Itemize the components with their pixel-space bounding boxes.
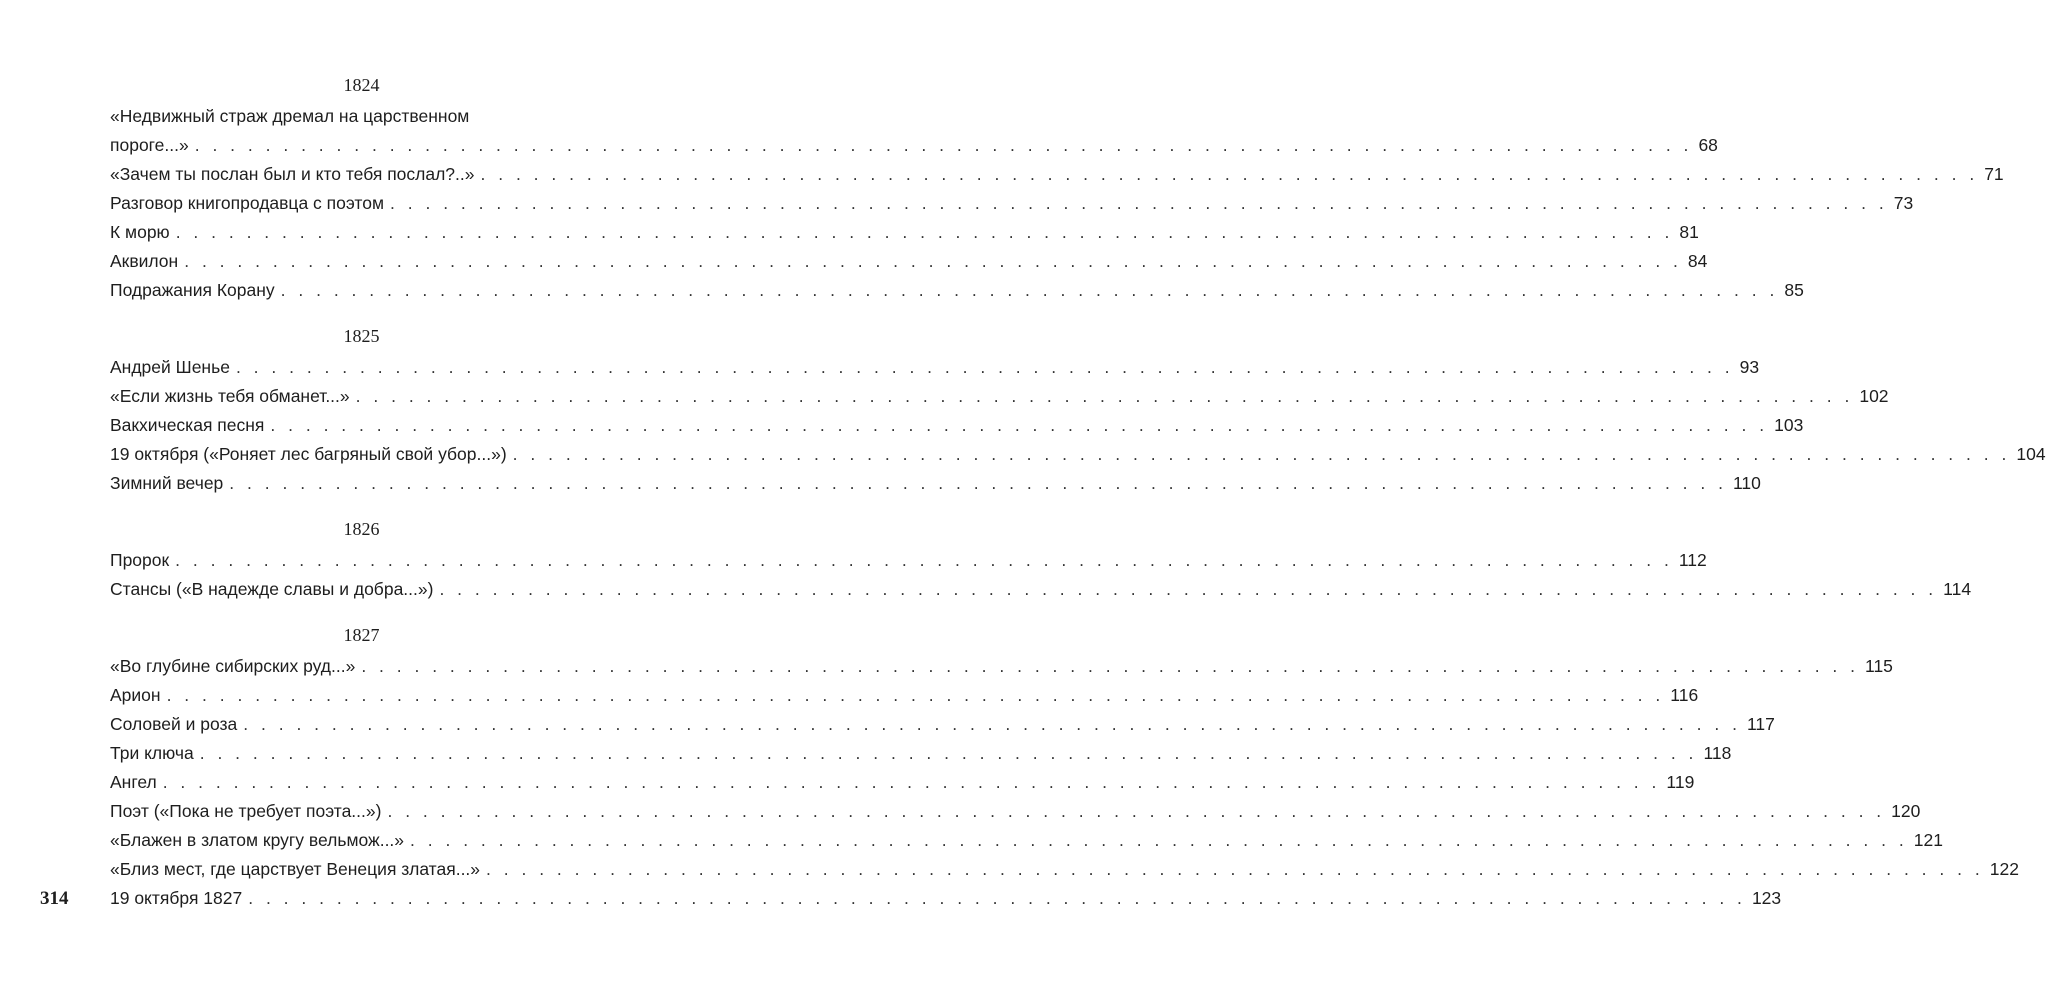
- toc-entry-row: [110, 189, 1914, 218]
- toc-entry-row: [110, 797, 1921, 826]
- toc-entry-title: Три ключа: [110, 743, 194, 763]
- toc-entry-title: Поэт («Пока не требует поэта...»): [110, 801, 382, 821]
- table-of-contents: [110, 72, 2046, 913]
- toc-entry-title: Подражания Корану: [110, 280, 275, 300]
- toc-entry: [110, 276, 1804, 305]
- toc-entry: [110, 575, 1972, 604]
- toc-entry-title: Зимний вечер: [110, 473, 224, 493]
- toc-entry-page: 104: [2016, 444, 2046, 464]
- toc-entry-row: [110, 276, 1804, 305]
- toc-entry-row: [110, 440, 2046, 469]
- toc-entry: [110, 710, 1775, 739]
- dot-leader: . . . . . . . . . . . . . . . . . . . . . . . . . . . . . . . . . . . . . . . . . . . . . . . . . . . . . . . . . . . . . . . . . . . . . . . . . . . . . . . . . . . . .: [512, 444, 2011, 464]
- toc-entry: [110, 411, 1804, 440]
- dot-leader: . . . . . . . . . . . . . . . . . . . . . . . . . . . . . . . . . . . . . . . . . . . . . . . . . . . . . . . . . . . . . . . . . . . . . . . . . . . . . . . . . . . . .: [355, 386, 1854, 406]
- toc-entry: [110, 652, 1893, 681]
- dot-leader: . . . . . . . . . . . . . . . . . . . . . . . . . . . . . . . . . . . . . . . . . . . . . . . . . . . . . . . . . . . . . . . . . . . . . . . . . . . . . . . . . . . . .: [439, 579, 1938, 599]
- section-year: 1824: [343, 75, 380, 95]
- toc-entry: [110, 546, 1707, 575]
- toc-entry-page: 71: [1984, 164, 2004, 184]
- section-year: 1827: [343, 625, 380, 645]
- dot-leader: . . . . . . . . . . . . . . . . . . . . . . . . . . . . . . . . . . . . . . . . . . . . . . . . . . . . . . . . . . . . . . . . . . . . . . . . . . . . . . . . . . . . .: [248, 888, 1746, 908]
- toc-entry-page: 118: [1703, 743, 1732, 763]
- dot-leader: . . . . . . . . . . . . . . . . . . . . . . . . . . . . . . . . . . . . . . . . . . . . . . . . . . . . . . . . . . . . . . . . . . . . . . . . . . . . . . . . . . . . .: [243, 714, 1741, 734]
- toc-entry-title: «Блажен в златом кругу вельмож...»: [110, 830, 405, 850]
- section-year: 1826: [343, 519, 380, 539]
- toc-entry-page: 123: [1751, 888, 1782, 908]
- toc-entry-row: [110, 160, 2004, 189]
- dot-leader: . . . . . . . . . . . . . . . . . . . . . . . . . . . . . . . . . . . . . . . . . . . . . . . . . . . . . . . . . . . . . . . . . . . . . . . . . . . . . . . . . . . . .: [184, 251, 1682, 271]
- toc-entry: [110, 218, 1699, 247]
- toc-entry-title: «Зачем ты послан был и кто тебя послал?..»: [110, 164, 475, 184]
- toc-entry-page: 121: [1913, 830, 1943, 850]
- toc-entry: [110, 382, 1889, 411]
- toc-entry-row: [110, 131, 1718, 160]
- toc-entry-title: 19 октября 1827: [110, 888, 243, 908]
- dot-leader: . . . . . . . . . . . . . . . . . . . . . . . . . . . . . . . . . . . . . . . . . . . . . . . . . . . . . . . . . . . . . . . . . . . . . . . . . . . . . . . . . . . . .: [390, 193, 1888, 213]
- toc-entry-row: [110, 469, 1761, 498]
- dot-leader: . . . . . . . . . . . . . . . . . . . . . . . . . . . . . . . . . . . . . . . . . . . . . . . . . . . . . . . . . . . . . . . . . . . . . . . . . . . . . . . . . . . . .: [175, 550, 1673, 570]
- toc-entry-page: 112: [1678, 550, 1707, 570]
- toc-entry: [110, 681, 1699, 710]
- toc-entry-title: Стансы («В надежде славы и добра...»): [110, 579, 434, 599]
- toc-entry-row: [110, 768, 1695, 797]
- toc-entry-row: [110, 652, 1893, 681]
- dot-leader: . . . . . . . . . . . . . . . . . . . . . . . . . . . . . . . . . . . . . . . . . . . . . . . . . . . . . . . . . . . . . . . . . . . . . . . . . . . . . . . . . . . . .: [280, 280, 1779, 300]
- toc-entry: [110, 247, 1708, 276]
- toc-entry: [110, 884, 1782, 913]
- toc-entry-page: 93: [1739, 357, 1760, 377]
- toc-entry: [110, 768, 1695, 797]
- toc-entry-page: 84: [1687, 251, 1708, 271]
- toc-entry-page: 68: [1698, 135, 1718, 155]
- toc-entry-page: 120: [1891, 801, 1921, 821]
- toc-entry-title: Аквилон: [110, 251, 179, 271]
- toc-entry: [110, 189, 1914, 218]
- toc-entry-row: [110, 575, 1972, 604]
- toc-entry-title-line: «Недвижный страж дремал на царственном: [110, 106, 470, 126]
- toc-entry-row: [110, 710, 1775, 739]
- toc-entry-title: пороге...»: [110, 135, 189, 155]
- dot-leader: . . . . . . . . . . . . . . . . . . . . . . . . . . . . . . . . . . . . . . . . . . . . . . . . . . . . . . . . . . . . . . . . . . . . . . . . . . . . . . . . . . . . .: [162, 772, 1661, 792]
- toc-entry-row: [110, 546, 1707, 575]
- toc-entry-row: [110, 353, 1760, 382]
- dot-leader: . . . . . . . . . . . . . . . . . . . . . . . . . . . . . . . . . . . . . . . . . . . . . . . . . . . . . . . . . . . . . . . . . . . . . . . . . . . . . . . . . . . . .: [235, 357, 1734, 377]
- toc-entry-title: 19 октября («Роняет лес багряный свой убор...»): [110, 444, 507, 464]
- dot-leader: . . . . . . . . . . . . . . . . . . . . . . . . . . . . . . . . . . . . . . . . . . . . . . . . . . . . . . . . . . . . . . . . . . . . . . . . . . . . . . . . . . . . .: [486, 859, 1984, 879]
- toc-entry-title: Пророк: [110, 550, 170, 570]
- dot-leader: . . . . . . . . . . . . . . . . . . . . . . . . . . . . . . . . . . . . . . . . . . . . . . . . . . . . . . . . . . . . . . . . . . . . . . . . . . . . . . . . . . . . .: [229, 473, 1727, 493]
- toc-entry-page: 73: [1893, 193, 1914, 213]
- toc-entry-row: [110, 681, 1699, 710]
- toc-entry: [110, 826, 1943, 855]
- toc-entry: [110, 353, 1760, 382]
- toc-entry-page: 119: [1666, 772, 1695, 792]
- toc-entry-title: «Близ мест, где царствует Венеция златая...»: [110, 859, 481, 879]
- toc-entry-title: Соловей и роза: [110, 714, 238, 734]
- dot-leader: . . . . . . . . . . . . . . . . . . . . . . . . . . . . . . . . . . . . . . . . . . . . . . . . . . . . . . . . . . . . . . . . . . . . . . . . . . . . . . . . . . . . .: [410, 830, 1908, 850]
- toc-entry-title: К морю: [110, 222, 170, 242]
- toc-entry: [110, 440, 2046, 469]
- section-year: 1825: [343, 326, 380, 346]
- toc-entry-page: 102: [1859, 386, 1889, 406]
- toc-entry-row: [110, 411, 1804, 440]
- toc-entry-title: «Если жизнь тебя обманет...»: [110, 386, 350, 406]
- toc-entry-title: Ангел: [110, 772, 157, 792]
- toc-entry-page: 116: [1670, 685, 1699, 705]
- toc-entry-row: [110, 826, 1943, 855]
- toc-entry: [110, 102, 1718, 160]
- page-number: 314: [40, 888, 69, 909]
- dot-leader: . . . . . . . . . . . . . . . . . . . . . . . . . . . . . . . . . . . . . . . . . . . . . . . . . . . . . . . . . . . . . . . . . . . . . . . . . . . . . . . . . . . . .: [175, 222, 1674, 242]
- dot-leader: . . . . . . . . . . . . . . . . . . . . . . . . . . . . . . . . . . . . . . . . . . . . . . . . . . . . . . . . . . . . . . . . . . . . . . . . . . . . . . . . . . . . .: [387, 801, 1886, 821]
- toc-entry-title: Вакхическая песня: [110, 415, 265, 435]
- toc-entry-row: [110, 884, 1782, 913]
- dot-leader: . . . . . . . . . . . . . . . . . . . . . . . . . . . . . . . . . . . . . . . . . . . . . . . . . . . . . . . . . . . . . . . . . . . . . . . . . . . . . . . . . . . . .: [194, 135, 1693, 155]
- dot-leader: . . . . . . . . . . . . . . . . . . . . . . . . . . . . . . . . . . . . . . . . . . . . . . . . . . . . . . . . . . . . . . . . . . . . . . . . . . . . . . . . . . . . .: [199, 743, 1698, 763]
- toc-entry-page: 103: [1774, 415, 1804, 435]
- toc-entry-page: 117: [1746, 714, 1775, 734]
- dot-leader: . . . . . . . . . . . . . . . . . . . . . . . . . . . . . . . . . . . . . . . . . . . . . . . . . . . . . . . . . . . . . . . . . . . . . . . . . . . . . . . . . . . . .: [480, 164, 1979, 184]
- toc-entry-title: Разговор книгопродавца с поэтом: [110, 193, 385, 213]
- toc-entry-page: 122: [1989, 859, 2019, 879]
- toc-entry-row: [110, 247, 1708, 276]
- toc-entry-page: 110: [1733, 473, 1761, 493]
- toc-entry-page: 85: [1784, 280, 1804, 300]
- toc-entry: [110, 160, 2004, 189]
- toc-entry-row: [110, 855, 2019, 884]
- toc-entry-row: [110, 218, 1699, 247]
- toc-entry: [110, 797, 1921, 826]
- toc-entry-page: 114: [1943, 579, 1972, 599]
- dot-leader: . . . . . . . . . . . . . . . . . . . . . . . . . . . . . . . . . . . . . . . . . . . . . . . . . . . . . . . . . . . . . . . . . . . . . . . . . . . . . . . . . . . . .: [166, 685, 1665, 705]
- toc-entry-title: «Во глубине сибирских руд...»: [110, 656, 356, 676]
- toc-entry-title: Андрей Шенье: [110, 357, 230, 377]
- dot-leader: . . . . . . . . . . . . . . . . . . . . . . . . . . . . . . . . . . . . . . . . . . . . . . . . . . . . . . . . . . . . . . . . . . . . . . . . . . . . . . . . . . . . .: [361, 656, 1860, 676]
- toc-entry-title: Арион: [110, 685, 161, 705]
- toc-entry-row: [110, 739, 1732, 768]
- toc-entry: [110, 739, 1732, 768]
- dot-leader: . . . . . . . . . . . . . . . . . . . . . . . . . . . . . . . . . . . . . . . . . . . . . . . . . . . . . . . . . . . . . . . . . . . . . . . . . . . . . . . . . . . . .: [270, 415, 1769, 435]
- toc-entry-page: 115: [1865, 656, 1893, 676]
- toc-entry: [110, 855, 2019, 884]
- toc-entry-row: [110, 382, 1889, 411]
- toc-entry-page: 81: [1679, 222, 1699, 242]
- toc-entry: [110, 469, 1761, 498]
